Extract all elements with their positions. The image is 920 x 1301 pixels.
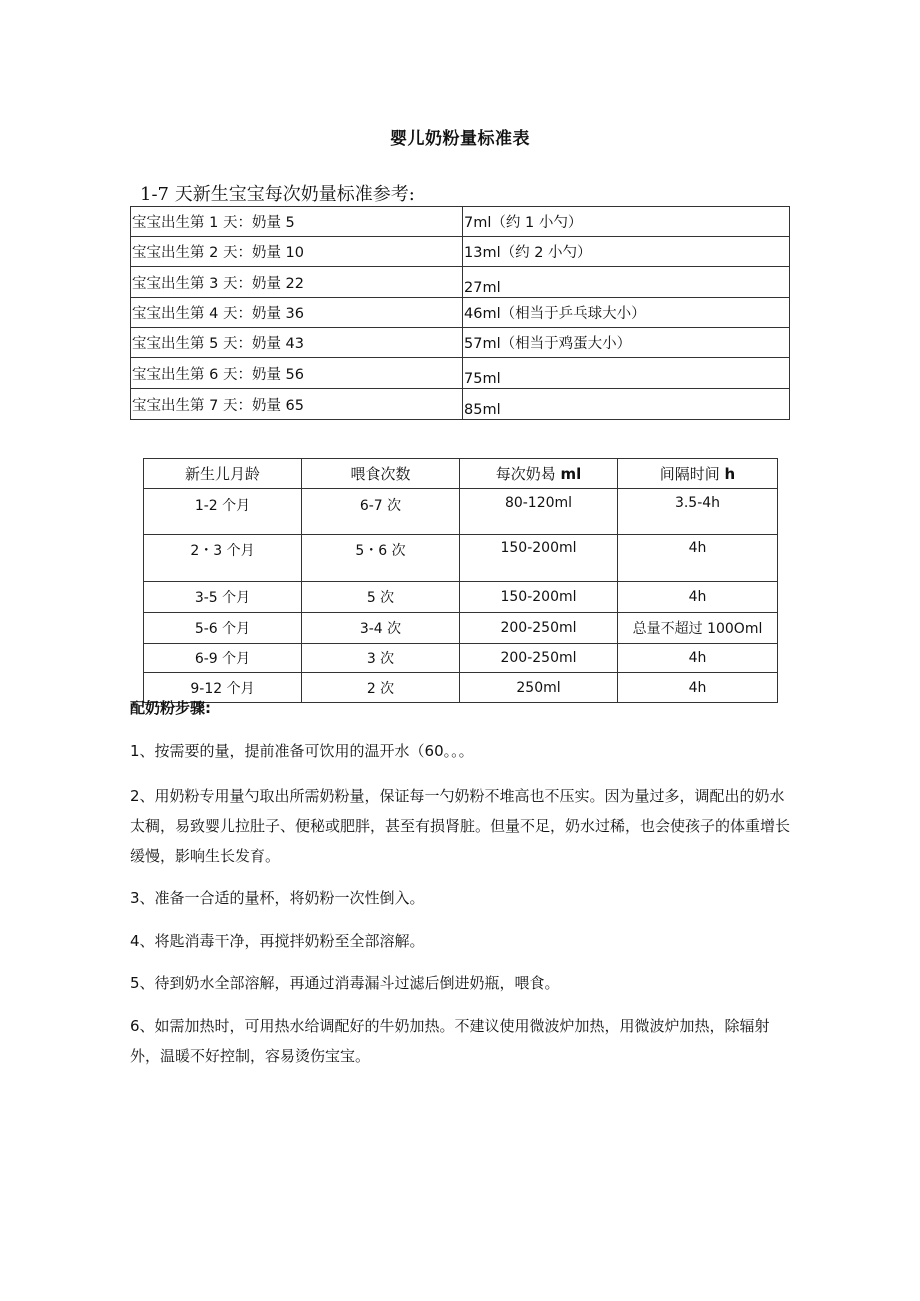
day-cell: 宝宝出生第 3 天：奶量 22 [131, 267, 463, 298]
table-row [144, 613, 778, 644]
step-5: 5、待到奶水全部溶解，再通过消毒漏斗过滤后倒进奶瓶，喂食。 [130, 974, 560, 992]
amount-cell: 46ml（相当于乒乓球大小） [463, 298, 790, 328]
day-cell: 宝宝出生第 2 天：奶量 10 [131, 237, 463, 267]
amount-cell: 150-200ml [460, 582, 618, 613]
step-2: 2、用奶粉专用量勺取出所需奶粉量，保证每一勺奶粉不堆高也不压实。因为量过多，调配出的奶水太稠，易致婴儿拉肚子、便秘或肥胖，甚至有损肾脏。但量不足，奶水过稀，也会使孩子的体重增长缓慢，影响生长发育。 [130, 787, 791, 865]
day-cell: 宝宝出生第 1 天：奶量 5 [131, 207, 463, 237]
interval-cell: 4h [618, 582, 778, 613]
interval-cell: 4h [618, 644, 778, 673]
times-cell: 5・6 次 [302, 535, 460, 582]
newborn-table-heading: 1-7 天新生宝宝每次奶量标准参考: [140, 184, 415, 205]
newborn-amount-table [130, 206, 790, 420]
table-row [144, 535, 778, 582]
amount-cell: 7ml（约 1 小勺） [463, 207, 790, 237]
amount-cell: 85ml [463, 389, 790, 420]
header-times: 喂食次数 [302, 459, 460, 489]
table-row [131, 358, 790, 389]
interval-cell: 4h [618, 535, 778, 582]
interval-cell: 3.5-4h [618, 489, 778, 535]
amount-cell: 13ml（约 2 小勺） [463, 237, 790, 267]
times-cell: 5 次 [302, 582, 460, 613]
table-row [131, 207, 790, 237]
feeding-schedule-table [143, 458, 778, 703]
amount-cell: 57ml（相当于鸡蛋大小） [463, 328, 790, 358]
amount-cell: 27ml [463, 267, 790, 298]
document-title: 婴儿奶粉量标准表 [390, 129, 530, 149]
amount-cell: 250ml [460, 673, 618, 703]
times-cell: 3-4 次 [302, 613, 460, 644]
amount-cell: 200-250ml [460, 613, 618, 644]
day-cell: 宝宝出生第 5 天：奶量 43 [131, 328, 463, 358]
table-row [144, 489, 778, 535]
times-cell: 6-7 次 [302, 489, 460, 535]
table-row [144, 644, 778, 673]
step-4: 4、将匙消毒干净，再搅拌奶粉至全部溶解。 [130, 932, 425, 950]
table-row [131, 267, 790, 298]
step-6: 6、如需加热时，可用热水给调配好的牛奶加热。不建议使用微波炉加热，用微波炉加热，除辐射外，温暖不好控制，容易烫伤宝宝。 [130, 1017, 770, 1065]
table-row [131, 328, 790, 358]
times-cell: 3 次 [302, 644, 460, 673]
interval-cell: 总量不超过 100Oml [618, 613, 778, 644]
header-interval-label: 间隔时间 [659, 465, 720, 483]
times-cell: 2 次 [302, 673, 460, 703]
step-1: 1、按需要的量，提前准备可饮用的温开水（60。。。 [130, 742, 474, 760]
age-cell: 6-9 个月 [144, 644, 302, 673]
interval-cell: 4h [618, 673, 778, 703]
amount-cell: 80-120ml [460, 489, 618, 535]
table-row [131, 298, 790, 328]
day-cell: 宝宝出生第 6 天：奶量 56 [131, 358, 463, 389]
steps-heading: 配奶粉步骤: [130, 699, 211, 717]
header-interval [618, 459, 778, 489]
day-cell: 宝宝出生第 7 天：奶量 65 [131, 389, 463, 420]
age-cell: 5-6 个月 [144, 613, 302, 644]
table-row [131, 237, 790, 267]
table-row [144, 582, 778, 613]
age-cell: 1-2 个月 [144, 489, 302, 535]
header-amount-label: 每次奶曷 [495, 465, 556, 483]
header-interval-unit: h [724, 465, 736, 483]
header-age: 新生儿月龄 [144, 459, 302, 489]
amount-cell: 75ml [463, 358, 790, 389]
amount-cell: 150-200ml [460, 535, 618, 582]
table-row [131, 389, 790, 420]
table-row [144, 673, 778, 703]
header-amount-unit: ml [560, 465, 582, 483]
age-cell: 3-5 个月 [144, 582, 302, 613]
age-cell: 2・3 个月 [144, 535, 302, 582]
day-cell: 宝宝出生第 4 天：奶量 36 [131, 298, 463, 328]
step-3: 3、准备一合适的量杯，将奶粉一次性倒入。 [130, 889, 425, 907]
header-amount [460, 459, 618, 489]
amount-cell: 200-250ml [460, 644, 618, 673]
table-header-row [144, 459, 778, 489]
age-cell: 9-12 个月 [144, 673, 302, 703]
